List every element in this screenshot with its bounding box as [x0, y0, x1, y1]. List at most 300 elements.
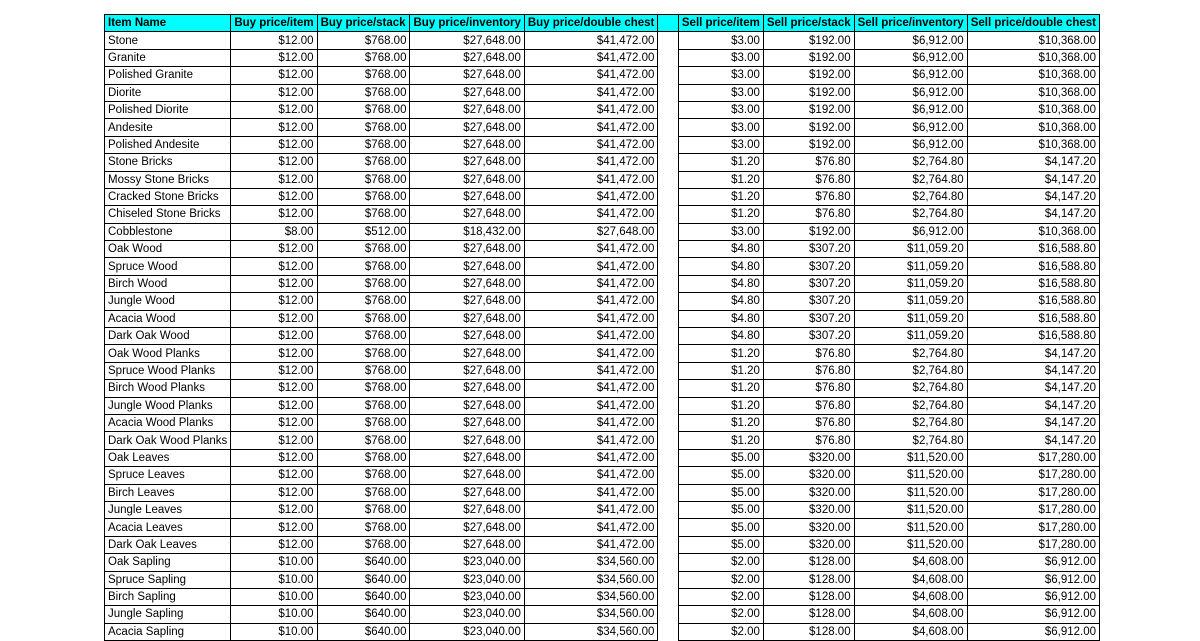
item-name-cell[interactable]: Acacia Sapling — [105, 623, 231, 640]
buy-price-item-cell[interactable]: $12.00 — [231, 467, 317, 484]
item-name-cell[interactable]: Polished Diorite — [105, 101, 231, 118]
sell-price-stack-cell[interactable]: $192.00 — [763, 119, 854, 136]
header-item-name[interactable]: Item Name — [105, 15, 231, 32]
sell-price-double-chest-cell[interactable]: $4,147.20 — [967, 345, 1099, 362]
sell-price-stack-cell[interactable]: $320.00 — [763, 484, 854, 501]
item-name-cell[interactable]: Acacia Wood Planks — [105, 414, 231, 431]
sell-price-stack-cell[interactable]: $192.00 — [763, 84, 854, 101]
sell-price-item-cell[interactable]: $3.00 — [678, 223, 763, 240]
sell-price-stack-cell[interactable]: $320.00 — [763, 519, 854, 536]
buy-price-item-cell[interactable]: $12.00 — [231, 414, 317, 431]
sell-price-stack-cell[interactable]: $307.20 — [763, 310, 854, 327]
sell-price-stack-cell[interactable]: $76.80 — [763, 380, 854, 397]
item-name-cell[interactable]: Spruce Wood Planks — [105, 362, 231, 379]
sell-price-double-chest-cell[interactable]: $4,147.20 — [967, 362, 1099, 379]
sell-price-inventory-cell[interactable]: $4,608.00 — [854, 623, 967, 640]
sell-price-double-chest-cell[interactable]: $16,588.80 — [967, 328, 1099, 345]
buy-price-double-chest-cell[interactable]: $41,472.00 — [524, 380, 658, 397]
buy-price-double-chest-cell[interactable]: $41,472.00 — [524, 119, 658, 136]
sell-price-inventory-cell[interactable]: $2,764.80 — [854, 188, 967, 205]
buy-price-item-cell[interactable]: $12.00 — [231, 362, 317, 379]
sell-price-inventory-cell[interactable]: $4,608.00 — [854, 606, 967, 623]
header-buy-price-stack[interactable]: Buy price/stack — [317, 15, 410, 32]
sell-price-item-cell[interactable]: $3.00 — [678, 32, 763, 49]
buy-price-double-chest-cell[interactable]: $34,560.00 — [524, 588, 658, 605]
sell-price-double-chest-cell[interactable]: $4,147.20 — [967, 188, 1099, 205]
buy-price-inventory-cell[interactable]: $27,648.00 — [410, 449, 524, 466]
item-name-cell[interactable]: Jungle Wood — [105, 293, 231, 310]
sell-price-double-chest-cell[interactable]: $4,147.20 — [967, 432, 1099, 449]
item-name-cell[interactable]: Birch Sapling — [105, 588, 231, 605]
sell-price-double-chest-cell[interactable]: $10,368.00 — [967, 119, 1099, 136]
buy-price-double-chest-cell[interactable]: $41,472.00 — [524, 258, 658, 275]
buy-price-double-chest-cell[interactable]: $41,472.00 — [524, 484, 658, 501]
buy-price-stack-cell[interactable]: $640.00 — [317, 554, 410, 571]
sell-price-stack-cell[interactable]: $307.20 — [763, 258, 854, 275]
buy-price-inventory-cell[interactable]: $27,648.00 — [410, 414, 524, 431]
buy-price-double-chest-cell[interactable]: $41,472.00 — [524, 432, 658, 449]
buy-price-item-cell[interactable]: $12.00 — [231, 171, 317, 188]
item-name-cell[interactable]: Oak Sapling — [105, 554, 231, 571]
buy-price-inventory-cell[interactable]: $27,648.00 — [410, 293, 524, 310]
buy-price-inventory-cell[interactable]: $18,432.00 — [410, 223, 524, 240]
item-name-cell[interactable]: Chiseled Stone Bricks — [105, 206, 231, 223]
sell-price-double-chest-cell[interactable]: $17,280.00 — [967, 519, 1099, 536]
sell-price-stack-cell[interactable]: $192.00 — [763, 32, 854, 49]
buy-price-stack-cell[interactable]: $768.00 — [317, 171, 410, 188]
sell-price-inventory-cell[interactable]: $6,912.00 — [854, 84, 967, 101]
buy-price-inventory-cell[interactable]: $27,648.00 — [410, 258, 524, 275]
item-name-cell[interactable]: Jungle Sapling — [105, 606, 231, 623]
buy-price-stack-cell[interactable]: $512.00 — [317, 223, 410, 240]
buy-price-inventory-cell[interactable]: $27,648.00 — [410, 467, 524, 484]
sell-price-double-chest-cell[interactable]: $17,280.00 — [967, 501, 1099, 518]
sell-price-item-cell[interactable]: $5.00 — [678, 449, 763, 466]
sell-price-item-cell[interactable]: $2.00 — [678, 606, 763, 623]
sell-price-inventory-cell[interactable]: $2,764.80 — [854, 206, 967, 223]
item-name-cell[interactable]: Spruce Sapling — [105, 571, 231, 588]
sell-price-item-cell[interactable]: $1.20 — [678, 380, 763, 397]
sell-price-item-cell[interactable]: $1.20 — [678, 188, 763, 205]
buy-price-item-cell[interactable]: $10.00 — [231, 588, 317, 605]
buy-price-double-chest-cell[interactable]: $41,472.00 — [524, 154, 658, 171]
item-name-cell[interactable]: Acacia Leaves — [105, 519, 231, 536]
sell-price-inventory-cell[interactable]: $6,912.00 — [854, 67, 967, 84]
buy-price-item-cell[interactable]: $12.00 — [231, 101, 317, 118]
item-name-cell[interactable]: Birch Wood Planks — [105, 380, 231, 397]
sell-price-double-chest-cell[interactable]: $16,588.80 — [967, 293, 1099, 310]
item-name-cell[interactable]: Andesite — [105, 119, 231, 136]
buy-price-double-chest-cell[interactable]: $41,472.00 — [524, 362, 658, 379]
buy-price-double-chest-cell[interactable]: $41,472.00 — [524, 449, 658, 466]
sell-price-double-chest-cell[interactable]: $16,588.80 — [967, 310, 1099, 327]
buy-price-double-chest-cell[interactable]: $41,472.00 — [524, 275, 658, 292]
buy-price-stack-cell[interactable]: $768.00 — [317, 345, 410, 362]
sell-price-double-chest-cell[interactable]: $6,912.00 — [967, 571, 1099, 588]
sell-price-item-cell[interactable]: $3.00 — [678, 119, 763, 136]
sell-price-item-cell[interactable]: $4.80 — [678, 275, 763, 292]
buy-price-double-chest-cell[interactable]: $41,472.00 — [524, 101, 658, 118]
sell-price-stack-cell[interactable]: $76.80 — [763, 345, 854, 362]
buy-price-double-chest-cell[interactable]: $41,472.00 — [524, 397, 658, 414]
buy-price-item-cell[interactable]: $12.00 — [231, 397, 317, 414]
buy-price-stack-cell[interactable]: $768.00 — [317, 414, 410, 431]
sell-price-inventory-cell[interactable]: $2,764.80 — [854, 397, 967, 414]
item-name-cell[interactable]: Oak Wood Planks — [105, 345, 231, 362]
buy-price-item-cell[interactable]: $12.00 — [231, 310, 317, 327]
buy-price-item-cell[interactable]: $12.00 — [231, 536, 317, 553]
sell-price-item-cell[interactable]: $4.80 — [678, 293, 763, 310]
item-name-cell[interactable]: Mossy Stone Bricks — [105, 171, 231, 188]
buy-price-inventory-cell[interactable]: $27,648.00 — [410, 328, 524, 345]
buy-price-item-cell[interactable]: $12.00 — [231, 119, 317, 136]
item-name-cell[interactable]: Polished Granite — [105, 67, 231, 84]
sell-price-item-cell[interactable]: $3.00 — [678, 67, 763, 84]
sell-price-inventory-cell[interactable]: $2,764.80 — [854, 414, 967, 431]
sell-price-inventory-cell[interactable]: $11,520.00 — [854, 484, 967, 501]
sell-price-stack-cell[interactable]: $192.00 — [763, 49, 854, 66]
buy-price-item-cell[interactable]: $12.00 — [231, 484, 317, 501]
sell-price-inventory-cell[interactable]: $4,608.00 — [854, 554, 967, 571]
buy-price-stack-cell[interactable]: $768.00 — [317, 467, 410, 484]
buy-price-stack-cell[interactable]: $768.00 — [317, 397, 410, 414]
sell-price-item-cell[interactable]: $2.00 — [678, 623, 763, 640]
sell-price-double-chest-cell[interactable]: $10,368.00 — [967, 49, 1099, 66]
sell-price-double-chest-cell[interactable]: $6,912.00 — [967, 606, 1099, 623]
buy-price-double-chest-cell[interactable]: $41,472.00 — [524, 206, 658, 223]
buy-price-inventory-cell[interactable]: $27,648.00 — [410, 432, 524, 449]
sell-price-inventory-cell[interactable]: $4,608.00 — [854, 571, 967, 588]
buy-price-inventory-cell[interactable]: $27,648.00 — [410, 67, 524, 84]
sell-price-stack-cell[interactable]: $76.80 — [763, 171, 854, 188]
sell-price-double-chest-cell[interactable]: $4,147.20 — [967, 414, 1099, 431]
item-name-cell[interactable]: Dark Oak Wood Planks — [105, 432, 231, 449]
sell-price-double-chest-cell[interactable]: $16,588.80 — [967, 275, 1099, 292]
sell-price-item-cell[interactable]: $4.80 — [678, 310, 763, 327]
buy-price-double-chest-cell[interactable]: $41,472.00 — [524, 310, 658, 327]
sell-price-item-cell[interactable]: $3.00 — [678, 84, 763, 101]
buy-price-double-chest-cell[interactable]: $27,648.00 — [524, 223, 658, 240]
header-sell-price-inventory[interactable]: Sell price/inventory — [854, 15, 967, 32]
buy-price-inventory-cell[interactable]: $27,648.00 — [410, 136, 524, 153]
buy-price-inventory-cell[interactable]: $23,040.00 — [410, 623, 524, 640]
sell-price-inventory-cell[interactable]: $6,912.00 — [854, 101, 967, 118]
buy-price-item-cell[interactable]: $12.00 — [231, 275, 317, 292]
buy-price-stack-cell[interactable]: $768.00 — [317, 101, 410, 118]
buy-price-inventory-cell[interactable]: $27,648.00 — [410, 275, 524, 292]
sell-price-item-cell[interactable]: $3.00 — [678, 49, 763, 66]
buy-price-double-chest-cell[interactable]: $41,472.00 — [524, 188, 658, 205]
item-name-cell[interactable]: Diorite — [105, 84, 231, 101]
sell-price-inventory-cell[interactable]: $2,764.80 — [854, 380, 967, 397]
buy-price-inventory-cell[interactable]: $27,648.00 — [410, 345, 524, 362]
buy-price-item-cell[interactable]: $10.00 — [231, 554, 317, 571]
item-name-cell[interactable]: Polished Andesite — [105, 136, 231, 153]
sell-price-item-cell[interactable]: $5.00 — [678, 519, 763, 536]
sell-price-item-cell[interactable]: $3.00 — [678, 136, 763, 153]
buy-price-stack-cell[interactable]: $768.00 — [317, 310, 410, 327]
buy-price-double-chest-cell[interactable]: $41,472.00 — [524, 84, 658, 101]
sell-price-stack-cell[interactable]: $192.00 — [763, 101, 854, 118]
buy-price-stack-cell[interactable]: $640.00 — [317, 623, 410, 640]
item-name-cell[interactable]: Jungle Wood Planks — [105, 397, 231, 414]
sell-price-item-cell[interactable]: $1.20 — [678, 206, 763, 223]
sell-price-stack-cell[interactable]: $76.80 — [763, 206, 854, 223]
buy-price-double-chest-cell[interactable]: $41,472.00 — [524, 67, 658, 84]
buy-price-inventory-cell[interactable]: $27,648.00 — [410, 101, 524, 118]
sell-price-stack-cell[interactable]: $307.20 — [763, 275, 854, 292]
buy-price-double-chest-cell[interactable]: $41,472.00 — [524, 136, 658, 153]
sell-price-inventory-cell[interactable]: $2,764.80 — [854, 345, 967, 362]
buy-price-double-chest-cell[interactable]: $41,472.00 — [524, 345, 658, 362]
buy-price-inventory-cell[interactable]: $27,648.00 — [410, 501, 524, 518]
sell-price-stack-cell[interactable]: $76.80 — [763, 188, 854, 205]
sell-price-inventory-cell[interactable]: $11,059.20 — [854, 241, 967, 258]
sell-price-inventory-cell[interactable]: $11,059.20 — [854, 293, 967, 310]
buy-price-item-cell[interactable]: $12.00 — [231, 84, 317, 101]
sell-price-inventory-cell[interactable]: $2,764.80 — [854, 432, 967, 449]
buy-price-item-cell[interactable]: $12.00 — [231, 49, 317, 66]
buy-price-double-chest-cell[interactable]: $41,472.00 — [524, 519, 658, 536]
sell-price-double-chest-cell[interactable]: $17,280.00 — [967, 484, 1099, 501]
sell-price-stack-cell[interactable]: $320.00 — [763, 449, 854, 466]
sell-price-double-chest-cell[interactable]: $4,147.20 — [967, 397, 1099, 414]
buy-price-stack-cell[interactable]: $768.00 — [317, 328, 410, 345]
sell-price-item-cell[interactable]: $1.20 — [678, 154, 763, 171]
sell-price-item-cell[interactable]: $4.80 — [678, 241, 763, 258]
sell-price-inventory-cell[interactable]: $11,520.00 — [854, 467, 967, 484]
buy-price-inventory-cell[interactable]: $27,648.00 — [410, 32, 524, 49]
sell-price-item-cell[interactable]: $1.20 — [678, 432, 763, 449]
buy-price-stack-cell[interactable]: $768.00 — [317, 258, 410, 275]
item-name-cell[interactable]: Stone — [105, 32, 231, 49]
header-buy-price-double-chest[interactable]: Buy price/double chest — [524, 15, 658, 32]
sell-price-stack-cell[interactable]: $128.00 — [763, 571, 854, 588]
sell-price-inventory-cell[interactable]: $11,520.00 — [854, 536, 967, 553]
buy-price-stack-cell[interactable]: $768.00 — [317, 154, 410, 171]
item-name-cell[interactable]: Stone Bricks — [105, 154, 231, 171]
buy-price-double-chest-cell[interactable]: $41,472.00 — [524, 171, 658, 188]
buy-price-stack-cell[interactable]: $768.00 — [317, 188, 410, 205]
buy-price-inventory-cell[interactable]: $27,648.00 — [410, 171, 524, 188]
sell-price-stack-cell[interactable]: $320.00 — [763, 536, 854, 553]
buy-price-double-chest-cell[interactable]: $41,472.00 — [524, 467, 658, 484]
buy-price-inventory-cell[interactable]: $27,648.00 — [410, 84, 524, 101]
sell-price-double-chest-cell[interactable]: $4,147.20 — [967, 154, 1099, 171]
sell-price-item-cell[interactable]: $5.00 — [678, 501, 763, 518]
sell-price-inventory-cell[interactable]: $6,912.00 — [854, 223, 967, 240]
sell-price-stack-cell[interactable]: $307.20 — [763, 328, 854, 345]
buy-price-stack-cell[interactable]: $768.00 — [317, 119, 410, 136]
buy-price-double-chest-cell[interactable]: $41,472.00 — [524, 32, 658, 49]
sell-price-inventory-cell[interactable]: $4,608.00 — [854, 588, 967, 605]
buy-price-item-cell[interactable]: $12.00 — [231, 32, 317, 49]
buy-price-item-cell[interactable]: $12.00 — [231, 136, 317, 153]
sell-price-item-cell[interactable]: $3.00 — [678, 101, 763, 118]
buy-price-item-cell[interactable]: $12.00 — [231, 380, 317, 397]
header-buy-price-inventory[interactable]: Buy price/inventory — [410, 15, 524, 32]
item-name-cell[interactable]: Jungle Leaves — [105, 501, 231, 518]
buy-price-double-chest-cell[interactable]: $34,560.00 — [524, 571, 658, 588]
buy-price-item-cell[interactable]: $12.00 — [231, 293, 317, 310]
header-sell-price-item[interactable]: Sell price/item — [678, 15, 763, 32]
sell-price-double-chest-cell[interactable]: $10,368.00 — [967, 101, 1099, 118]
buy-price-stack-cell[interactable]: $768.00 — [317, 501, 410, 518]
sell-price-double-chest-cell[interactable]: $6,912.00 — [967, 623, 1099, 640]
sell-price-item-cell[interactable]: $4.80 — [678, 328, 763, 345]
sell-price-inventory-cell[interactable]: $11,059.20 — [854, 328, 967, 345]
header-sell-price-stack[interactable]: Sell price/stack — [763, 15, 854, 32]
item-name-cell[interactable]: Birch Leaves — [105, 484, 231, 501]
buy-price-double-chest-cell[interactable]: $41,472.00 — [524, 49, 658, 66]
sell-price-stack-cell[interactable]: $76.80 — [763, 397, 854, 414]
buy-price-stack-cell[interactable]: $768.00 — [317, 275, 410, 292]
sell-price-item-cell[interactable]: $1.20 — [678, 397, 763, 414]
item-name-cell[interactable]: Spruce Leaves — [105, 467, 231, 484]
sell-price-item-cell[interactable]: $2.00 — [678, 588, 763, 605]
buy-price-stack-cell[interactable]: $640.00 — [317, 606, 410, 623]
buy-price-item-cell[interactable]: $12.00 — [231, 154, 317, 171]
buy-price-stack-cell[interactable]: $768.00 — [317, 380, 410, 397]
buy-price-stack-cell[interactable]: $768.00 — [317, 536, 410, 553]
buy-price-item-cell[interactable]: $10.00 — [231, 571, 317, 588]
buy-price-inventory-cell[interactable]: $27,648.00 — [410, 484, 524, 501]
sell-price-double-chest-cell[interactable]: $17,280.00 — [967, 467, 1099, 484]
sell-price-double-chest-cell[interactable]: $16,588.80 — [967, 258, 1099, 275]
buy-price-stack-cell[interactable]: $640.00 — [317, 588, 410, 605]
sell-price-stack-cell[interactable]: $76.80 — [763, 414, 854, 431]
sell-price-stack-cell[interactable]: $192.00 — [763, 223, 854, 240]
buy-price-item-cell[interactable]: $12.00 — [231, 206, 317, 223]
sell-price-inventory-cell[interactable]: $6,912.00 — [854, 119, 967, 136]
sell-price-stack-cell[interactable]: $128.00 — [763, 606, 854, 623]
sell-price-item-cell[interactable]: $4.80 — [678, 258, 763, 275]
buy-price-stack-cell[interactable]: $768.00 — [317, 32, 410, 49]
sell-price-stack-cell[interactable]: $320.00 — [763, 467, 854, 484]
buy-price-stack-cell[interactable]: $768.00 — [317, 84, 410, 101]
sell-price-item-cell[interactable]: $1.20 — [678, 414, 763, 431]
sell-price-item-cell[interactable]: $2.00 — [678, 571, 763, 588]
sell-price-inventory-cell[interactable]: $11,520.00 — [854, 449, 967, 466]
sell-price-inventory-cell[interactable]: $11,520.00 — [854, 519, 967, 536]
buy-price-stack-cell[interactable]: $768.00 — [317, 49, 410, 66]
buy-price-inventory-cell[interactable]: $27,648.00 — [410, 154, 524, 171]
buy-price-inventory-cell[interactable]: $27,648.00 — [410, 310, 524, 327]
buy-price-inventory-cell[interactable]: $27,648.00 — [410, 519, 524, 536]
sell-price-item-cell[interactable]: $1.20 — [678, 171, 763, 188]
item-name-cell[interactable]: Birch Wood — [105, 275, 231, 292]
sell-price-item-cell[interactable]: $1.20 — [678, 345, 763, 362]
buy-price-inventory-cell[interactable]: $23,040.00 — [410, 588, 524, 605]
buy-price-stack-cell[interactable]: $768.00 — [317, 241, 410, 258]
sell-price-stack-cell[interactable]: $192.00 — [763, 67, 854, 84]
sell-price-stack-cell[interactable]: $128.00 — [763, 554, 854, 571]
buy-price-double-chest-cell[interactable]: $41,472.00 — [524, 536, 658, 553]
sell-price-stack-cell[interactable]: $307.20 — [763, 293, 854, 310]
buy-price-item-cell[interactable]: $12.00 — [231, 501, 317, 518]
buy-price-item-cell[interactable]: $10.00 — [231, 606, 317, 623]
buy-price-item-cell[interactable]: $12.00 — [231, 258, 317, 275]
buy-price-inventory-cell[interactable]: $27,648.00 — [410, 206, 524, 223]
buy-price-stack-cell[interactable]: $768.00 — [317, 519, 410, 536]
sell-price-inventory-cell[interactable]: $11,059.20 — [854, 275, 967, 292]
buy-price-double-chest-cell[interactable]: $41,472.00 — [524, 293, 658, 310]
sell-price-inventory-cell[interactable]: $11,520.00 — [854, 501, 967, 518]
sell-price-inventory-cell[interactable]: $6,912.00 — [854, 32, 967, 49]
sell-price-double-chest-cell[interactable]: $4,147.20 — [967, 380, 1099, 397]
sell-price-inventory-cell[interactable]: $2,764.80 — [854, 171, 967, 188]
buy-price-double-chest-cell[interactable]: $34,560.00 — [524, 606, 658, 623]
buy-price-double-chest-cell[interactable]: $41,472.00 — [524, 501, 658, 518]
item-name-cell[interactable]: Acacia Wood — [105, 310, 231, 327]
buy-price-stack-cell[interactable]: $768.00 — [317, 206, 410, 223]
sell-price-inventory-cell[interactable]: $6,912.00 — [854, 136, 967, 153]
buy-price-double-chest-cell[interactable]: $41,472.00 — [524, 414, 658, 431]
buy-price-stack-cell[interactable]: $768.00 — [317, 449, 410, 466]
sell-price-stack-cell[interactable]: $128.00 — [763, 623, 854, 640]
buy-price-inventory-cell[interactable]: $23,040.00 — [410, 554, 524, 571]
sell-price-stack-cell[interactable]: $307.20 — [763, 241, 854, 258]
buy-price-stack-cell[interactable]: $768.00 — [317, 293, 410, 310]
sell-price-double-chest-cell[interactable]: $10,368.00 — [967, 32, 1099, 49]
item-name-cell[interactable]: Dark Oak Wood — [105, 328, 231, 345]
buy-price-item-cell[interactable]: $12.00 — [231, 241, 317, 258]
buy-price-stack-cell[interactable]: $768.00 — [317, 67, 410, 84]
sell-price-item-cell[interactable]: $5.00 — [678, 484, 763, 501]
buy-price-item-cell[interactable]: $12.00 — [231, 449, 317, 466]
buy-price-inventory-cell[interactable]: $23,040.00 — [410, 606, 524, 623]
sell-price-stack-cell[interactable]: $128.00 — [763, 588, 854, 605]
buy-price-inventory-cell[interactable]: $27,648.00 — [410, 49, 524, 66]
buy-price-stack-cell[interactable]: $768.00 — [317, 362, 410, 379]
sell-price-inventory-cell[interactable]: $2,764.80 — [854, 154, 967, 171]
buy-price-inventory-cell[interactable]: $27,648.00 — [410, 380, 524, 397]
buy-price-double-chest-cell[interactable]: $34,560.00 — [524, 554, 658, 571]
buy-price-stack-cell[interactable]: $768.00 — [317, 136, 410, 153]
sell-price-item-cell[interactable]: $2.00 — [678, 554, 763, 571]
sell-price-double-chest-cell[interactable]: $17,280.00 — [967, 449, 1099, 466]
buy-price-item-cell[interactable]: $12.00 — [231, 432, 317, 449]
item-name-cell[interactable]: Cracked Stone Bricks — [105, 188, 231, 205]
buy-price-inventory-cell[interactable]: $27,648.00 — [410, 397, 524, 414]
sell-price-stack-cell[interactable]: $320.00 — [763, 501, 854, 518]
sell-price-double-chest-cell[interactable]: $4,147.20 — [967, 206, 1099, 223]
sell-price-stack-cell[interactable]: $76.80 — [763, 362, 854, 379]
item-name-cell[interactable]: Oak Leaves — [105, 449, 231, 466]
item-name-cell[interactable]: Spruce Wood — [105, 258, 231, 275]
sell-price-double-chest-cell[interactable]: $16,588.80 — [967, 241, 1099, 258]
buy-price-double-chest-cell[interactable]: $41,472.00 — [524, 328, 658, 345]
header-sell-price-double-chest[interactable]: Sell price/double chest — [967, 15, 1099, 32]
item-name-cell[interactable]: Cobblestone — [105, 223, 231, 240]
buy-price-inventory-cell[interactable]: $27,648.00 — [410, 119, 524, 136]
buy-price-stack-cell[interactable]: $640.00 — [317, 571, 410, 588]
item-name-cell[interactable]: Granite — [105, 49, 231, 66]
header-buy-price-item[interactable]: Buy price/item — [231, 15, 317, 32]
sell-price-stack-cell[interactable]: $192.00 — [763, 136, 854, 153]
buy-price-stack-cell[interactable]: $768.00 — [317, 432, 410, 449]
buy-price-item-cell[interactable]: $12.00 — [231, 328, 317, 345]
sell-price-double-chest-cell[interactable]: $17,280.00 — [967, 536, 1099, 553]
sell-price-item-cell[interactable]: $5.00 — [678, 536, 763, 553]
sell-price-double-chest-cell[interactable]: $10,368.00 — [967, 84, 1099, 101]
sell-price-double-chest-cell[interactable]: $4,147.20 — [967, 171, 1099, 188]
sell-price-inventory-cell[interactable]: $11,059.20 — [854, 310, 967, 327]
sell-price-stack-cell[interactable]: $76.80 — [763, 154, 854, 171]
buy-price-item-cell[interactable]: $12.00 — [231, 345, 317, 362]
sell-price-inventory-cell[interactable]: $11,059.20 — [854, 258, 967, 275]
buy-price-item-cell[interactable]: $10.00 — [231, 623, 317, 640]
